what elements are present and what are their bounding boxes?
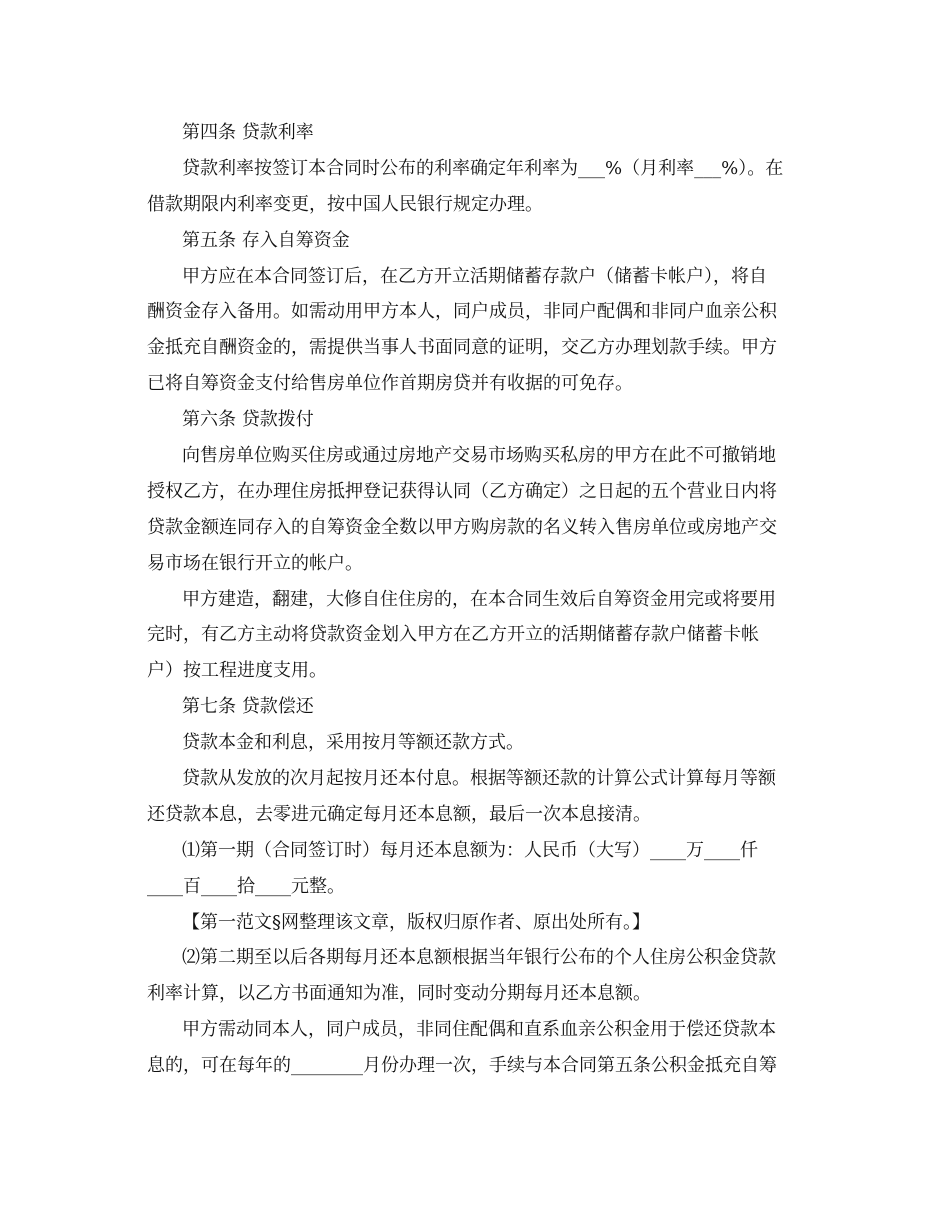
text-line: 第四条 贷款利率 — [182, 122, 314, 143]
text-line: 利率计算，以乙方书面通知为准，同时变动分期每月还本息额。 — [147, 983, 651, 1005]
text-line: 贷款金额连同存入的自筹资金全数以甲方购房款的名义转入售房单位或房地产交 — [147, 516, 777, 538]
text-line: ⑵第二期至以后各期每月还本息额根据当年银行公布的个人住房公积金贷款 — [182, 947, 776, 969]
text-line: 【第一范文§网整理该文章，版权归原作者、原出处所有。】 — [182, 911, 650, 933]
text-line: 贷款本金和利息，采用按月等额还款方式。 — [182, 732, 524, 754]
text-line: 授权乙方，在办理住房抵押登记获得认同（乙方确定）之日起的五个营业日内将 — [147, 480, 777, 502]
contract-text — [147, 115, 807, 1084]
text-line: 向售房单位购买住房或通过房地产交易市场购买私房的甲方在此不可撤销地 — [182, 445, 776, 467]
text-line: 易市场在银行开立的帐户。 — [147, 552, 363, 574]
text-line: 酬资金存入备用。如需动用甲方本人，同户成员，非同户配偶和非同户血亲公积 — [147, 301, 777, 323]
text-line: 金抵充自酬资金的，需提供当事人书面同意的证明，交乙方办理划款手续。甲方 — [147, 337, 777, 359]
text-line: 还贷款本息，去零进元确定每月还本息额，最后一次本息接清。 — [147, 803, 651, 825]
text-line: 贷款利率按签订本合同时公布的利率确定年利率为___%（月利率___%）。在 — [182, 157, 784, 179]
text-line: 甲方应在本合同签订后，在乙方开立活期储蓄存款户（储蓄卡帐户），将自 — [182, 265, 767, 287]
text-line: 借款期限内利率变更，按中国人民银行规定办理。 — [147, 193, 543, 215]
text-line: 甲方需动同本人，同户成员，非同住配偶和直系血亲公积金用于偿还贷款本 — [182, 1019, 776, 1041]
text-line: 贷款从发放的次月起按月还本付息。根据等额还款的计算公式计算每月等额 — [182, 768, 776, 790]
text-line: 户）按工程进度支用。 — [147, 660, 327, 682]
text-line: ____百____拾____元整。 — [147, 875, 345, 897]
text-line: 已将自筹资金支付给售房单位作首期房贷并有收据的可免存。 — [147, 373, 633, 395]
text-line: 第五条 存入自筹资金 — [182, 229, 350, 251]
text-line: 甲方建造，翻建，大修自住住房的，在本合同生效后自筹资金用完或将要用 — [182, 588, 776, 610]
text-line: 息的，可在每年的________月份办理一次，手续与本合同第五条公积金抵充自筹 — [147, 1055, 777, 1077]
text-line: 完时，有乙方主动将贷款资金划入甲方在乙方开立的活期储蓄存款户储蓄卡帐 — [147, 624, 759, 646]
text-line: 第七条 贷款偿还 — [182, 696, 314, 718]
text-line: ⑴第一期（合同签订时）每月还本息额为：人民币（大写）____万____仟 — [182, 839, 758, 861]
text-line: 第六条 贷款拨付 — [182, 409, 314, 431]
